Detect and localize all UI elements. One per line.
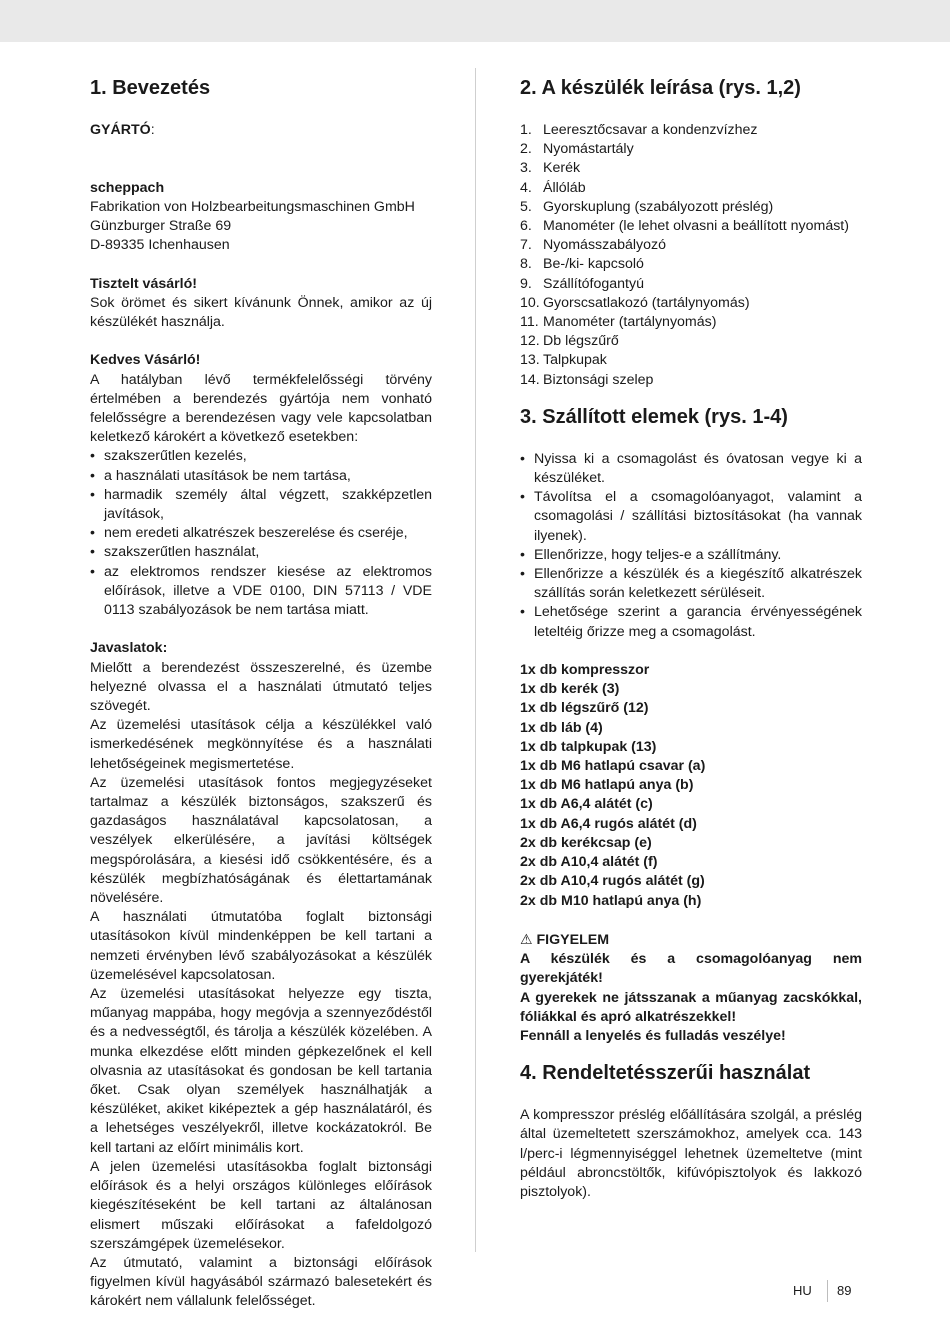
manufacturer-label: GYÁRTÓ [90, 122, 151, 138]
list-item: 7. Nyomásszabályozó [520, 237, 667, 254]
recommendations-title: Javaslatok: [90, 640, 168, 657]
list-item: 2x db A10,4 rugós alátét (g) [520, 873, 705, 890]
list-item: 11. Manométer (tartálynyomás) [520, 314, 717, 331]
company-line: Günzburger Straße 69 [90, 217, 232, 234]
warning-line: Fennáll a lenyelés és fulladás veszélye! [520, 1027, 786, 1044]
footer-language: HU [793, 1283, 812, 1298]
delivery-list [520, 661, 862, 911]
list-item: 1x db láb (4) [520, 719, 603, 736]
warning-title: FIGYELEM [536, 931, 610, 948]
list-item: 1x db kerék (3) [520, 681, 620, 698]
list-item: 14. Biztonsági szelep [520, 371, 654, 388]
liability-text: A hatályban lévő termékfelelősségi törvény értelmében a berendezés gyártója nem vonható felelősségre a berendezésen vagy vele kapcsolatban keletkező károkért a következő esetekben: [90, 371, 432, 446]
list-item: 1x db légszűrő (12) [520, 700, 649, 717]
list-item: • Nyissa ki a csomagolást és óvatosan vegye ki a készüléket. [520, 450, 862, 488]
list-item: 1x db A6,4 alátét (c) [520, 796, 653, 813]
list-item: 1x db M6 hatlapú anya (b) [520, 777, 694, 794]
recommendation-paragraph: Az üzemelési utasítások célja a készülékkel való ismerkedésének megkönnyítése és a használati lehetőségeinek megismertetése. [90, 717, 432, 772]
column-divider [475, 68, 476, 1252]
list-item: • Ellenőrizze, hogy teljes-e a szállítmány. [520, 546, 862, 565]
list-item: • Ellenőrizze a készülék és a kiegészítő alkatrészek szállítás során keletkezett sérüléseit. [520, 565, 862, 603]
list-item: • a használati utasítások be nem tartása, [90, 467, 432, 486]
list-item: 8. Be-/ki- kapcsoló [520, 256, 644, 273]
section-4-title: 4. Rendeltetésszerűi használat [520, 1062, 811, 1085]
list-item: • Távolítsa el a csomagolóanyagot, valamint a csomagolási / szállítási biztosításokat (ha vannak ilyenek). [520, 488, 862, 546]
greeting-1-title: Tisztelt vásárló! [90, 275, 197, 292]
list-item: 2x db A10,4 alátét (f) [520, 854, 658, 871]
list-item: • Lehetősége szerint a garancia érvényességének leteltéig őrizze meg a csomagolást. [520, 603, 862, 641]
liability-list [90, 447, 432, 620]
footer-separator [827, 1280, 828, 1302]
list-item: • nem eredeti alkatrészek beszerelése és cseréje, [90, 524, 432, 543]
list-item: 13. Talpkupak [520, 352, 607, 369]
recommendation-paragraph: Az útmutató, valamint a biztonsági előírások figyelmen kívül hagyásából származó balesetekért és károkért nem vállalunk felelősséget. [90, 1254, 432, 1310]
manufacturer-label-line [90, 121, 432, 140]
right-column [520, 75, 862, 1202]
list-item: 10. Gyorscsatlakozó (tartálynyomás) [520, 294, 750, 311]
list-item: • az elektromos rendszer kiesése az elektromos előírások, illetve a VDE 0100, DIN 57113 / VDE 0113 szabályozások be nem tartása miatt. [90, 563, 432, 621]
list-item: • szakszerűtlen használat, [90, 543, 432, 562]
recommendation-paragraph: A használati útmutatóba foglalt biztonsági utasításokon kívül mindenképpen be kell tartani a nemzeti érvényben lévő szabályozásokat a készülék üzemelésével kapcsolatosan. [90, 909, 432, 983]
list-item: 9. Szállítófogantyú [520, 275, 644, 292]
recommendation-paragraph: Az üzemelési utasítások fontos megjegyzéseket tartalmaz a készülék biztonságos, szakszerű és gazdaságos használatával kapcsolatosan, a veszélyek elkerülésére, a javítási költségek megspórolására, a kiesési idő csökkentésére, és a készülék megbízhatóságának és élettartamának növelésére. [90, 774, 432, 907]
recommendation-paragraph: Az üzemelési utasításokat helyezze egy tiszta, műanyag mappába, hogy megóvja a szennyeződéstől és a nedvességtől, és tárolja a készülék közelében. A munka elkezdése előtt minden gépkezelőnek el kell olvasnia az utasításokat és gondosan be kell tartania őket. Csak olyan személyek használhatják a készüléket, akiket kiképeztek a gép használatáról, és a lehetséges veszélyekről, illetve kockázatokról. Be kell tartani az előírt minimális kort. [90, 986, 432, 1156]
left-column [90, 75, 432, 1312]
section-2-title: 2. A készülék leírása (rys. 1,2) [520, 77, 801, 99]
recommendation-paragraph: A jelen üzemelési utasításokba foglalt biztonsági előírások és a helyi országos különleges előírások kiegészítéseként be kell tartani az általánosan elismert műszaki előírásokat a fafeldolgozó szerszámgépek üzemelésekor. [90, 1158, 432, 1252]
list-item: 1x db A6,4 rugós alátét (d) [520, 815, 697, 832]
unpack-list [520, 450, 862, 642]
manufacturer-colon: : [150, 122, 155, 138]
list-item: 1. Leeresztőcsavar a kondenzvízhez [520, 122, 758, 138]
company-name: scheppach [90, 179, 165, 196]
section-3-title: 3. Szállított elemek (rys. 1-4) [520, 405, 788, 428]
warning-line: A gyerekek ne játsszanak a műanyag zacskókkal, fóliákkal és apró alkatrészekkel! [520, 989, 862, 1025]
list-item: • harmadik személy által végzett, szakképzetlen javítások, [90, 486, 432, 524]
company-line: Fabrikation von Holzbearbeitungsmaschinen GmbH [90, 198, 415, 215]
list-item: • szakszerűtlen kezelés, [90, 447, 432, 466]
warning-icon: ⚠ [520, 930, 533, 947]
company-line: D-89335 Ichenhausen [90, 237, 230, 254]
greeting-2-title: Kedves Vásárló! [90, 352, 201, 369]
list-item: 1x db kompresszor [520, 662, 650, 679]
recommendation-paragraph: Mielőtt a berendezést összeszerelné, és üzembe helyezné olvassa el a használati útmutató teljes szövegét. [90, 659, 432, 715]
list-item: 3. Kerék [520, 160, 581, 177]
top-bar [0, 0, 950, 42]
list-item: 2x db kerékcsap (e) [520, 834, 652, 851]
warning-line: A készülék és a csomagolóanyag nem gyerekjáték! [520, 951, 862, 987]
intended-use-text: A kompresszor préslég előállítására szolgál, a préslég által üzemeltetett szerszámokhoz, amelyek cca. 143 l/perc-i légmennyiséggel lehetnek üzemeltetve (mint például abroncstöltők, kifúvópisztolyok és lakkozó pisztolyok). [520, 1107, 862, 1200]
section-1-title: 1. Bevezetés [90, 77, 211, 99]
list-item: 2x db M10 hatlapú anya (h) [520, 892, 702, 909]
parts-list [520, 121, 862, 390]
warning-block [520, 930, 862, 1046]
warning-heading [520, 930, 862, 950]
page-number: 89 [837, 1283, 852, 1298]
list-item: 1x db talpkupak (13) [520, 738, 657, 755]
list-item: 5. Gyorskuplung (szabályozott préslég) [520, 198, 774, 215]
list-item: 2. Nyomástartály [520, 141, 634, 158]
list-item: 12. Db légszűrő [520, 333, 619, 350]
list-item: 4. Állóláb [520, 179, 586, 196]
list-item: 1x db M6 hatlapú csavar (a) [520, 758, 706, 775]
greeting-1-text: Sok örömet és sikert kívánunk Önnek, amikor az új készülékét használja. [90, 294, 432, 330]
list-item: 6. Manométer (le lehet olvasni a beállított nyomást) [520, 218, 849, 235]
